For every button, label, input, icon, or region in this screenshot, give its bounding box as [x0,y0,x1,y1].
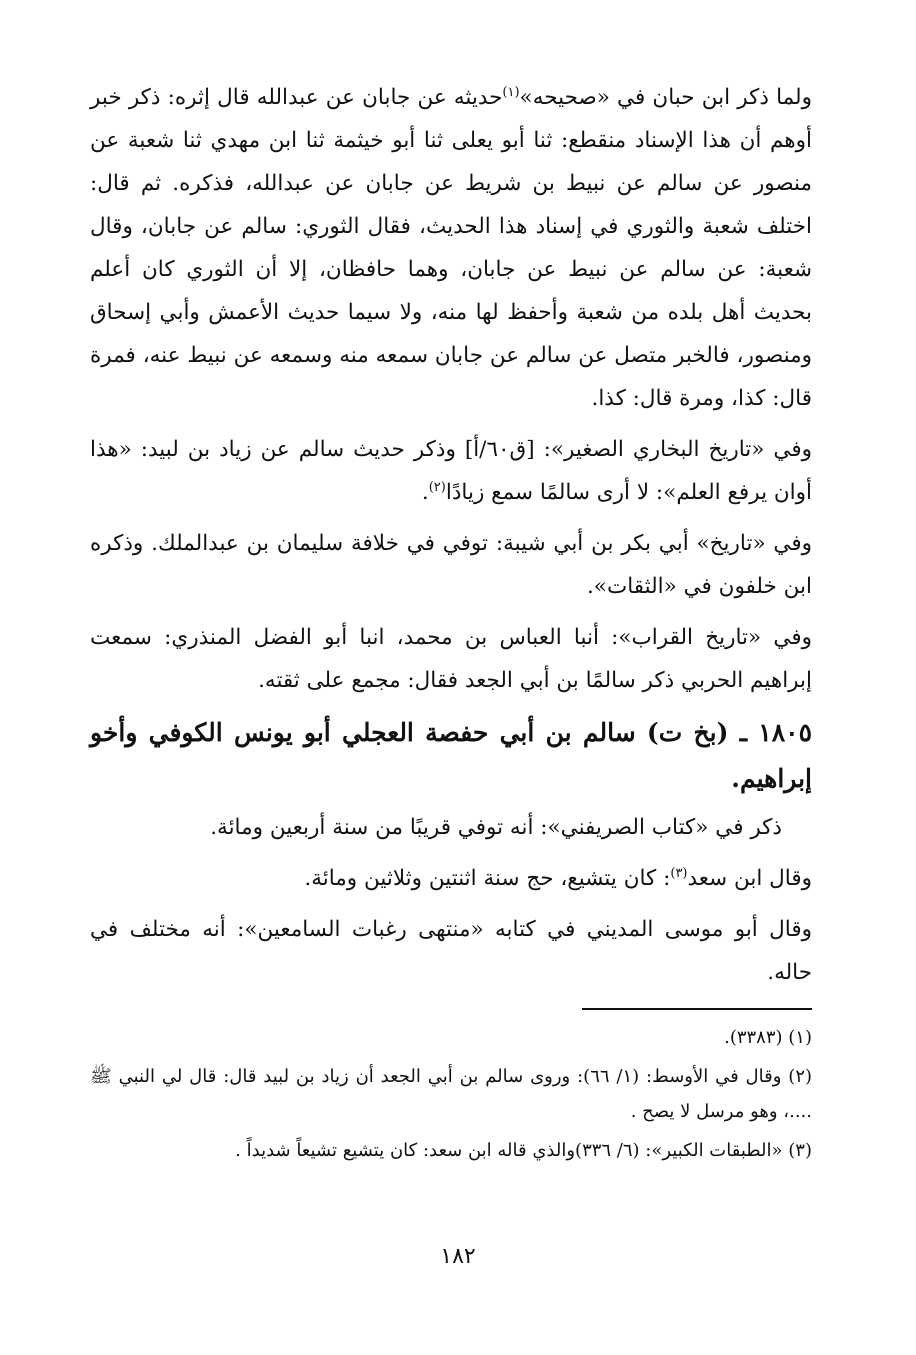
footnote-marker: (٢) [428,479,446,495]
footnote-divider [582,1008,812,1010]
paragraph-ibn-abi-shayba [90,522,812,608]
paragraph-text: ذكر في «كتاب الصريفني»: أنه توفي قريبًا من سنة أربعين ومائة. [210,815,782,840]
page-number: ١٨٢ [440,1244,476,1269]
footnote-marker: (٣) [670,865,688,881]
entry-heading: ١٨٠٥ ـ (بخ ت) سالم بن أبي حفصة العجلي أبو يونس الكوفي وأخو إبراهيم. [90,718,812,793]
paragraph-text: وفي «تاريخ القراب»: أنبا العباس بن محمد، انبا أبو الفضل المنذري: سمعت إبراهيم الحربي ذكر سالمًا بن أبي الجعد فقال: مجمع على ثقته. [90,625,812,693]
footnote-marker: (١) [502,84,520,100]
paragraph-ibn-hibban [90,76,812,420]
footnote-2: (٢) وقال في الأوسط: (١/ ٦٦): وروى سالم بن أبي الجعد أن زياد بن لبيد قال: قال لي النبي ﷺ ....، وهو مرسل لا يصح . [90,1066,813,1122]
paragraph-text: وفي «تاريخ البخاري الصغير»: [ق٦٠/أ] وذكر حديث سالم عن زياد بن لبيد: «هذا أوان يرفع العلم»: لا أرى سالمًا سمع زيادًا [90,437,812,505]
paragraph-text: ولما ذكر ابن حبان في «صحيحه» [519,85,812,110]
page-body [90,76,812,1172]
paragraph-text: . [421,480,429,505]
paragraph-text: وقال أبو موسى المديني في كتابه «منتهى رغبات السامعين»: أنه مختلف في حاله. [90,917,812,985]
paragraph-text: وفي «تاريخ» أبي بكر بن أبي شيبة: توفي في خلافة سليمان بن عبدالملك. وذكره ابن خلفون في «الثقات». [90,531,812,599]
paragraph-madini [90,908,812,994]
paragraph-sarifini [90,806,812,849]
paragraph-ibn-saad [90,857,812,900]
footnote-3: (٣) «الطبقات الكبير»: (٦/ ٣٣٦)والذي قاله ابن سعد: كان يتشيع تشيعاً شديداً . [235,1140,812,1161]
paragraph-bukhari [90,428,812,514]
paragraph-text: حديثه عن جابان عن عبدالله قال إثره: ذكر خبر أوهم أن هذا الإسناد منقطع: ثنا أبو يعلى ثنا أبو خيثمة ثنا ابن مهدي ثنا شعبة عن منصور عن سالم عن نبيط بن شريط عن جابان عن عبدالله، فذكره. ثم قال: اختلف شعبة والثوري في إسناد هذا الحديث، فقال الثوري: سالم عن جابان، وقال شعبة: عن سالم عن نبيط عن جابان، وهما حافظان، إلا أن الثوري كان أعلم بحديث أهل بلده من شعبة وأحفظ لها منه، ولا سيما حديث الأعمش وأبي إسحاق ومنصور، فالخبر متصل عن سالم عن جابان سمعه منه وسمعه عن نبيط عنه، فمرة قال: كذا، ومرة قال: كذا. [90,85,812,411]
paragraph-text: : كان يتشيع، حج سنة اثنتين وثلاثين ومائة. [304,866,671,891]
paragraph-qarrab [90,616,812,702]
paragraph-text: وقال ابن سعد [687,866,812,891]
footnote-1: (١) (٣٣٨٣). [724,1027,812,1048]
